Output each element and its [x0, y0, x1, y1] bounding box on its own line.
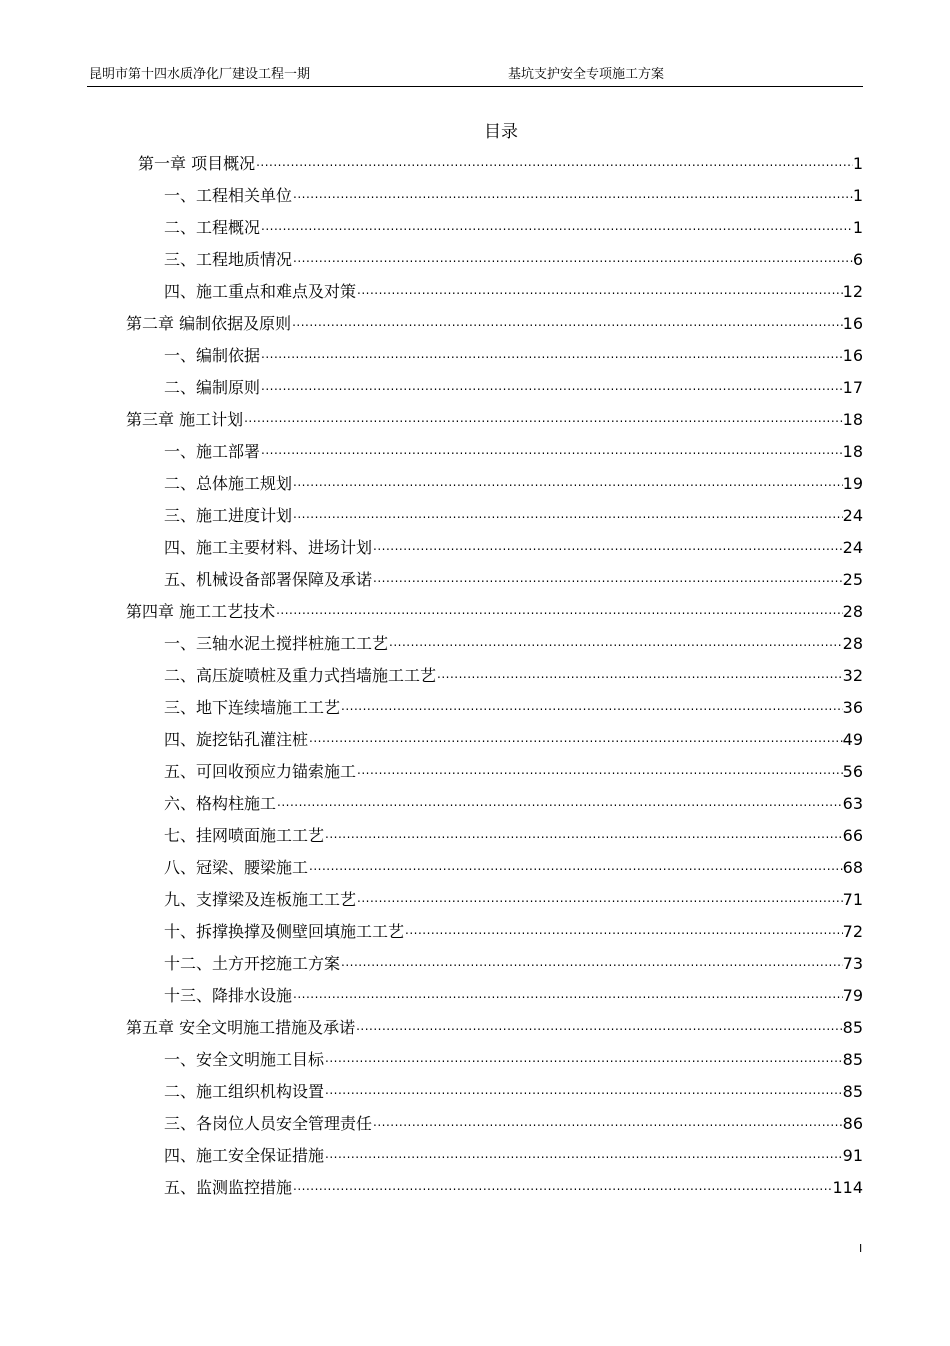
toc-chapter-entry[interactable] [126, 308, 863, 340]
toc-entry-page-number: 1 [852, 154, 863, 173]
toc-entry-page-number: 32 [842, 666, 863, 685]
toc-entry-label: 三、工程地质情况 [164, 250, 293, 269]
toc-entry-page-number: 36 [842, 698, 863, 717]
toc-dot-leader [388, 634, 843, 654]
toc-dot-leader [356, 762, 843, 782]
toc-section-entry[interactable] [164, 276, 863, 308]
toc-section-entry[interactable] [164, 1076, 863, 1108]
page-header [87, 66, 863, 87]
header-document-title: 基坑支护安全专项施工方案 [508, 67, 665, 82]
toc-section-entry[interactable] [164, 1108, 863, 1140]
toc-entry-page-number: 86 [842, 1114, 863, 1133]
toc-entry-label: 第四章 施工工艺技术 [126, 602, 276, 621]
toc-entry-page-number: 25 [842, 570, 863, 589]
toc-entry-label: 五、监测监控措施 [164, 1178, 293, 1197]
toc-entry-label: 四、施工安全保证措施 [164, 1146, 325, 1165]
toc-entry-page-number: 63 [842, 794, 863, 813]
toc-dot-leader [292, 1178, 832, 1198]
toc-entry-page-number: 68 [842, 858, 863, 877]
toc-dot-leader [255, 154, 853, 174]
toc-section-entry[interactable] [164, 340, 863, 372]
toc-section-entry[interactable] [164, 468, 863, 500]
toc-entry-label: 四、施工重点和难点及对策 [164, 282, 357, 301]
toc-entry-page-number: 49 [842, 730, 863, 749]
toc-entry-page-number: 28 [842, 634, 863, 653]
toc-entry-label: 五、可回收预应力锚索施工 [164, 762, 357, 781]
toc-entry-page-number: 66 [842, 826, 863, 845]
toc-section-entry[interactable] [164, 1044, 863, 1076]
toc-entry-page-number: 71 [842, 890, 863, 909]
toc-entry-page-number: 24 [842, 538, 863, 557]
toc-entry-label: 十、拆撑换撑及侧壁回填施工工艺 [164, 922, 405, 941]
toc-dot-leader [372, 570, 843, 590]
toc-section-entry[interactable] [164, 692, 863, 724]
toc-entry-label: 一、三轴水泥土搅拌桩施工工艺 [164, 634, 389, 653]
toc-entry-page-number: 16 [842, 314, 863, 333]
toc-dot-leader [292, 474, 843, 494]
toc-section-entry[interactable] [164, 820, 863, 852]
toc-dot-leader [356, 890, 843, 910]
toc-dot-leader [292, 506, 843, 526]
toc-entry-page-number: 6 [852, 250, 863, 269]
toc-chapter-entry[interactable] [138, 148, 863, 180]
toc-dot-leader [436, 666, 843, 686]
toc-entry-label: 三、施工进度计划 [164, 506, 293, 525]
toc-entry-label: 一、编制依据 [164, 346, 261, 365]
toc-dot-leader [356, 282, 843, 302]
toc-chapter-entry[interactable] [126, 596, 863, 628]
toc-dot-leader [340, 698, 843, 718]
toc-entry-label: 十二、土方开挖施工方案 [164, 954, 341, 973]
toc-entry-label: 六、格构柱施工 [164, 794, 277, 813]
toc-dot-leader [372, 1114, 843, 1134]
toc-dot-leader [308, 730, 843, 750]
toc-entry-label: 二、编制原则 [164, 378, 261, 397]
toc-dot-leader [275, 602, 843, 622]
toc-dot-leader [276, 794, 843, 814]
toc-dot-leader [260, 218, 853, 238]
toc-entry-page-number: 73 [842, 954, 863, 973]
toc-entry-label: 二、总体施工规划 [164, 474, 293, 493]
toc-dot-leader [243, 410, 843, 430]
toc-entry-page-number: 85 [842, 1050, 863, 1069]
toc-entry-label: 九、支撑梁及连板施工工艺 [164, 890, 357, 909]
toc-entry-page-number: 79 [842, 986, 863, 1005]
toc-entry-page-number: 19 [842, 474, 863, 493]
toc-section-entry[interactable] [164, 916, 863, 948]
toc-entry-page-number: 16 [842, 346, 863, 365]
toc-entry-label: 二、高压旋喷桩及重力式挡墙施工工艺 [164, 666, 437, 685]
toc-section-entry[interactable] [164, 852, 863, 884]
toc-entry-label: 七、挂网喷面施工工艺 [164, 826, 325, 845]
toc-entry-page-number: 28 [842, 602, 863, 621]
toc-entry-page-number: 1 [852, 186, 863, 205]
toc-entry-page-number: 91 [842, 1146, 863, 1165]
toc-chapter-entry[interactable] [126, 404, 863, 436]
toc-section-entry[interactable] [164, 948, 863, 980]
toc-entry-label: 第一章 项目概况 [138, 154, 256, 173]
toc-entry-label: 四、施工主要材料、进场计划 [164, 538, 373, 557]
toc-entry-label: 一、安全文明施工目标 [164, 1050, 325, 1069]
toc-dot-leader [260, 346, 843, 366]
toc-section-entry[interactable] [164, 532, 863, 564]
toc-section-entry[interactable] [164, 1172, 863, 1204]
toc-entry-label: 四、旋挖钻孔灌注桩 [164, 730, 309, 749]
toc-entry-label: 五、机械设备部署保障及承诺 [164, 570, 373, 589]
toc-entry-label: 三、地下连续墙施工工艺 [164, 698, 341, 717]
toc-entry-page-number: 18 [842, 410, 863, 429]
toc-section-entry[interactable] [164, 244, 863, 276]
toc-title: 目录 [484, 122, 518, 142]
toc-dot-leader [355, 1018, 843, 1038]
toc-dot-leader [324, 1050, 843, 1070]
toc-dot-leader [292, 986, 843, 1006]
toc-dot-leader [260, 378, 843, 398]
toc-entry-label: 三、各岗位人员安全管理责任 [164, 1114, 373, 1133]
toc-entry-label: 第五章 安全文明施工措施及承诺 [126, 1018, 356, 1037]
toc-entry-label: 二、施工组织机构设置 [164, 1082, 325, 1101]
toc-entry-page-number: 56 [842, 762, 863, 781]
toc-section-entry[interactable] [164, 436, 863, 468]
toc-dot-leader [292, 250, 853, 270]
toc-entry-page-number: 17 [842, 378, 863, 397]
toc-entry-page-number: 24 [842, 506, 863, 525]
toc-entry-page-number: 1 [852, 218, 863, 237]
toc-entry-page-number: 12 [842, 282, 863, 301]
toc-dot-leader [404, 922, 843, 942]
toc-entry-label: 第三章 施工计划 [126, 410, 244, 429]
toc-section-entry[interactable] [164, 980, 863, 1012]
toc-entry-label: 二、工程概况 [164, 218, 261, 237]
toc-section-entry[interactable] [164, 660, 863, 692]
toc-entry-page-number: 85 [842, 1082, 863, 1101]
toc-entry-page-number: 72 [842, 922, 863, 941]
toc-section-entry[interactable] [164, 500, 863, 532]
toc-dot-leader [260, 442, 843, 462]
toc-section-entry[interactable] [164, 724, 863, 756]
toc-entry-label: 十三、降排水设施 [164, 986, 293, 1005]
toc-dot-leader [324, 1146, 843, 1166]
footer-page-number: I [859, 1242, 863, 1255]
toc-entry-label: 八、冠梁、腰梁施工 [164, 858, 309, 877]
toc-chapter-entry[interactable] [126, 1012, 863, 1044]
toc-section-entry[interactable] [164, 212, 863, 244]
toc-entry-label: 一、工程相关单位 [164, 186, 293, 205]
toc-dot-leader [340, 954, 843, 974]
toc-entry-label: 一、施工部署 [164, 442, 261, 461]
toc-section-entry[interactable] [164, 756, 863, 788]
toc-section-entry[interactable] [164, 788, 863, 820]
toc-dot-leader [292, 186, 853, 206]
toc-section-entry[interactable] [164, 564, 863, 596]
toc-section-entry[interactable] [164, 1140, 863, 1172]
toc-entry-page-number: 18 [842, 442, 863, 461]
toc-section-entry[interactable] [164, 180, 863, 212]
toc-entry-page-number: 114 [832, 1178, 863, 1197]
toc-section-entry[interactable] [164, 372, 863, 404]
toc-dot-leader [324, 826, 843, 846]
toc-dot-leader [372, 538, 843, 558]
toc-entry-page-number: 85 [842, 1018, 863, 1037]
toc-dot-leader [324, 1082, 843, 1102]
toc-entry-label: 第二章 编制依据及原则 [126, 314, 292, 333]
toc-section-entry[interactable] [164, 884, 863, 916]
header-project-name: 昆明市第十四水质净化厂建设工程一期 [89, 67, 311, 82]
toc-dot-leader [308, 858, 843, 878]
toc-section-entry[interactable] [164, 628, 863, 660]
toc-dot-leader [291, 314, 843, 334]
